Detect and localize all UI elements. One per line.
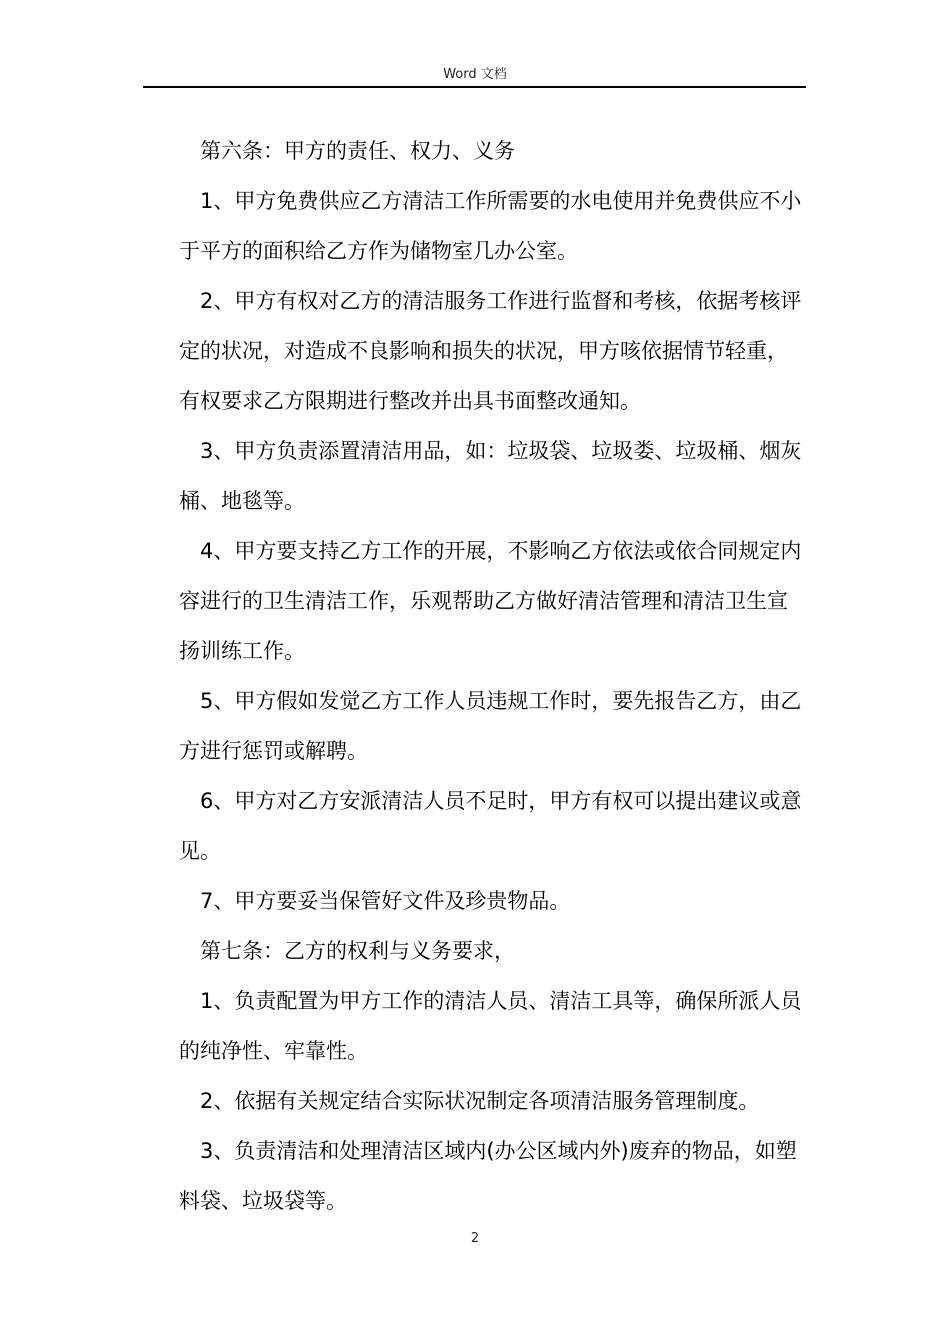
clause-paragraph: 7、甲方要妥当保管好文件及珍贵物品。	[200, 889, 571, 913]
article-heading-6: 第六条：甲方的责任、权力、义务	[200, 139, 515, 163]
header-divider	[143, 86, 806, 88]
clause-paragraph: 1、负责配置为甲方工作的清洁人员、清洁工具等，确保所派人员的纯净性、牢靠性。	[179, 989, 802, 1063]
clause-paragraph: 3、甲方负责添置清洁用品，如：垃圾袋、垃圾娄、垃圾桶、烟灰桶、地毯等。	[179, 439, 802, 513]
clause-paragraph: 4、甲方要支持乙方工作的开展，不影响乙方依法或依合同规定内容进行的卫生清洁工作，乐观帮助乙方做好清洁管理和清洁卫生宣扬训练工作。	[179, 539, 802, 663]
document-body	[179, 126, 807, 1226]
clause-paragraph: 2、依据有关规定结合实际状况制定各项清洁服务管理制度。	[200, 1089, 760, 1113]
article-heading-7: 第七条：乙方的权利与义务要求，	[200, 939, 515, 963]
page-number: 2	[470, 1231, 480, 1246]
clause-paragraph: 2、甲方有权对乙方的清洁服务工作进行监督和考核，依据考核评定的状况，对造成不良影响和损失的状况，甲方咳依据情节轻重，有权要求乙方限期进行整改并出具书面整改通知。	[179, 289, 802, 413]
clause-paragraph: 6、甲方对乙方安派清洁人员不足时，甲方有权可以提出建议或意见。	[179, 789, 802, 863]
clause-paragraph: 1、甲方免费供应乙方清洁工作所需要的水电使用并免费供应不小于平方的面积给乙方作为储物室几办公室。	[179, 189, 802, 263]
clause-paragraph: 5、甲方假如发觉乙方工作人员违规工作时，要先报告乙方，由乙方进行惩罚或解聘。	[179, 689, 802, 763]
page-header-title: Word 文档	[443, 67, 507, 82]
clause-paragraph: 3、负责清洁和处理清洁区域内(办公区域内外)废弃的物品，如塑料袋、垃圾袋等。	[179, 1139, 797, 1213]
